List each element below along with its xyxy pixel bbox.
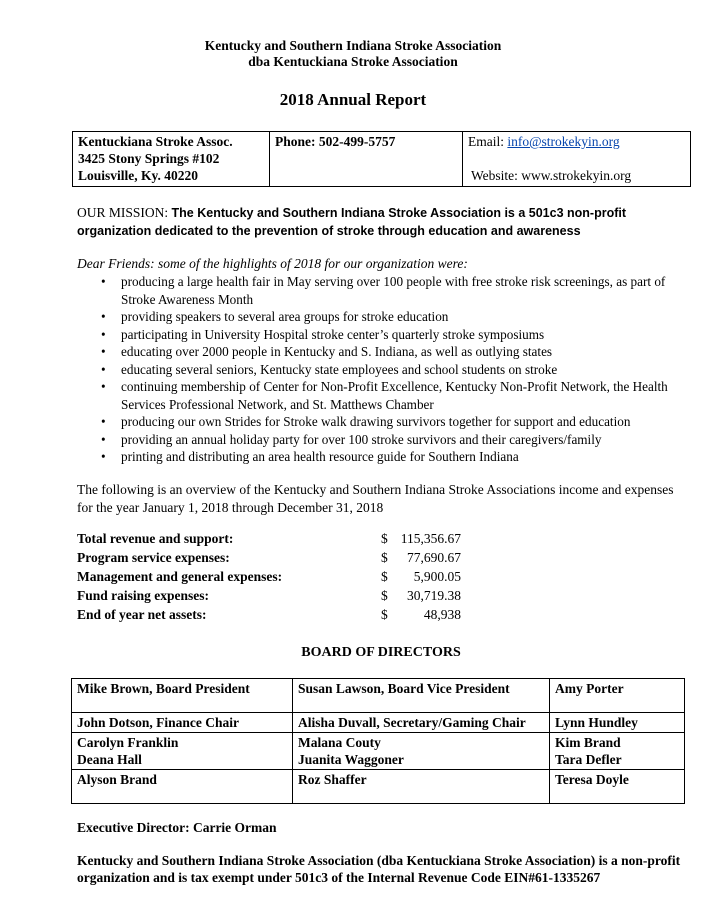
list-item-text: continuing membership of Center for Non-Profit Excellence, Kentucky Non-Profit Network, the Health Services Professional Network, and St. Matthews Chamber [121, 379, 668, 412]
list-item-text: printing and distributing an area health resource guide for Southern Indiana [121, 449, 519, 464]
list-item [101, 448, 691, 466]
board-member: Roz Shaffer [293, 770, 550, 804]
list-item-text: producing a large health fair in May serving over 100 people with free stroke risk screenings, as part of Stroke Awareness Month [121, 274, 666, 307]
financial-label: End of year net assets: [77, 607, 207, 622]
dollar-sign: $ [381, 550, 388, 565]
mission-text: The Kentucky and Southern Indiana Stroke Association is a 501c3 non-profit organization dedicated to the prevention of stroke through education and awareness [77, 206, 627, 238]
bullet-icon: • [101, 309, 106, 324]
list-item-text: educating several seniors, Kentucky state employees and school students on stroke [121, 361, 558, 377]
board-member: Alyson Brand [72, 770, 293, 804]
board-cell [550, 733, 685, 770]
table-row [72, 679, 685, 713]
list-item [101, 308, 691, 326]
financial-label: Fund raising expenses: [77, 588, 210, 603]
dollar-sign: $ [381, 607, 388, 622]
dollar-sign: $ [381, 569, 388, 584]
document-header [0, 38, 706, 70]
highlights-intro: Dear Friends: some of the highlights of 2018 for our organization were: [77, 256, 468, 271]
financial-value: 48,938 [423, 607, 461, 622]
financial-label: Total revenue and support: [77, 531, 234, 546]
bullet-icon: • [101, 414, 106, 429]
bullet-icon: • [101, 449, 106, 464]
table-row [72, 713, 685, 733]
tax-status-note: Kentucky and Southern Indiana Stroke Association (dba Kentuckiana Stroke Association) is a non-profit organization and is tax exempt under 501c3 of the Internal Revenue Code EIN#61-1335267 [77, 853, 681, 885]
bullet-icon: • [101, 326, 106, 342]
list-item [101, 343, 691, 361]
bullet-icon: • [101, 361, 106, 377]
contact-phone: Phone: 502-499-5757 [275, 134, 396, 149]
phone-cell [270, 132, 463, 187]
financial-value: 5,900.05 [413, 569, 461, 584]
financial-value: 30,719.38 [407, 588, 461, 603]
financial-label: Program service expenses: [77, 550, 230, 565]
table-row [72, 770, 685, 804]
board-member: Alisha Duvall, Secretary/Gaming Chair [293, 713, 550, 733]
email-link[interactable]: info@strokekyin.org [507, 134, 620, 149]
highlights-list [101, 273, 691, 466]
table-row [72, 733, 685, 770]
list-item [101, 273, 691, 308]
financial-overview: The following is an overview of the Kentucky and Southern Indiana Stroke Associations income and expenses for the year January 1, 2018 through December 31, 2018 [77, 482, 674, 515]
address-cell [73, 132, 270, 187]
list-item-text: providing an annual holiday party for over 100 stroke survivors and their caregivers/family [121, 431, 602, 447]
board-member: Teresa Doyle [550, 770, 685, 804]
list-item-text: educating over 2000 people in Kentucky and S. Indiana, as well as outlying states [121, 344, 553, 359]
list-item-text: providing speakers to several area groups for stroke education [121, 309, 449, 324]
list-item [101, 413, 691, 431]
report-title: 2018 Annual Report [279, 90, 427, 109]
list-item [101, 326, 691, 344]
list-item [101, 361, 691, 379]
board-member: Carolyn Franklin [77, 735, 179, 750]
board-cell [72, 733, 293, 770]
board-member: Malana Couty [298, 735, 381, 750]
board-member: Susan Lawson, Board Vice President [293, 679, 550, 713]
email-label: Email: [468, 134, 508, 149]
board-table [71, 678, 685, 804]
contact-city: Louisville, Ky. 40220 [78, 168, 199, 183]
list-item-text: participating in University Hospital stroke center’s quarterly stroke symposiums [121, 326, 545, 342]
contact-table [72, 131, 691, 187]
bullet-icon: • [101, 274, 106, 289]
dollar-sign: $ [381, 588, 388, 603]
bullet-icon: • [101, 379, 106, 394]
financial-value: 115,356.67 [400, 531, 461, 546]
org-dba: dba Kentuckiana Stroke Association [248, 54, 458, 69]
board-member: Amy Porter [550, 679, 685, 713]
contact-name: Kentuckiana Stroke Assoc. [78, 134, 233, 149]
mission-statement [77, 204, 677, 240]
email-spacer [468, 150, 686, 167]
mission-label: OUR MISSION: [77, 205, 172, 220]
board-member: Mike Brown, Board President [72, 679, 293, 713]
contact-website: Website: www.strokekyin.org [471, 168, 632, 183]
dollar-sign: $ [381, 531, 388, 546]
email-cell [463, 132, 691, 187]
bullet-icon: • [101, 344, 106, 359]
board-cell [293, 733, 550, 770]
board-member: John Dotson, Finance Chair [72, 713, 293, 733]
org-name: Kentucky and Southern Indiana Stroke Association [204, 38, 502, 53]
list-item-text: producing our own Strides for Stroke walk drawing survivors together for support and education [121, 414, 631, 429]
list-item [101, 431, 691, 449]
bullet-icon: • [101, 431, 106, 447]
board-title: BOARD OF DIRECTORS [301, 645, 461, 660]
list-item [101, 378, 691, 413]
board-member: Juanita Waggoner [298, 752, 404, 767]
board-member: Deana Hall [77, 752, 142, 767]
email-line [468, 133, 686, 150]
board-member: Lynn Hundley [550, 713, 685, 733]
board-member: Kim Brand [555, 735, 621, 750]
contact-street: 3425 Stony Springs #102 [78, 151, 220, 166]
financial-label: Management and general expenses: [77, 569, 283, 584]
board-member: Tara Defler [555, 752, 622, 767]
financial-value: 77,690.67 [407, 550, 461, 565]
executive-director: Executive Director: Carrie Orman [77, 820, 277, 835]
